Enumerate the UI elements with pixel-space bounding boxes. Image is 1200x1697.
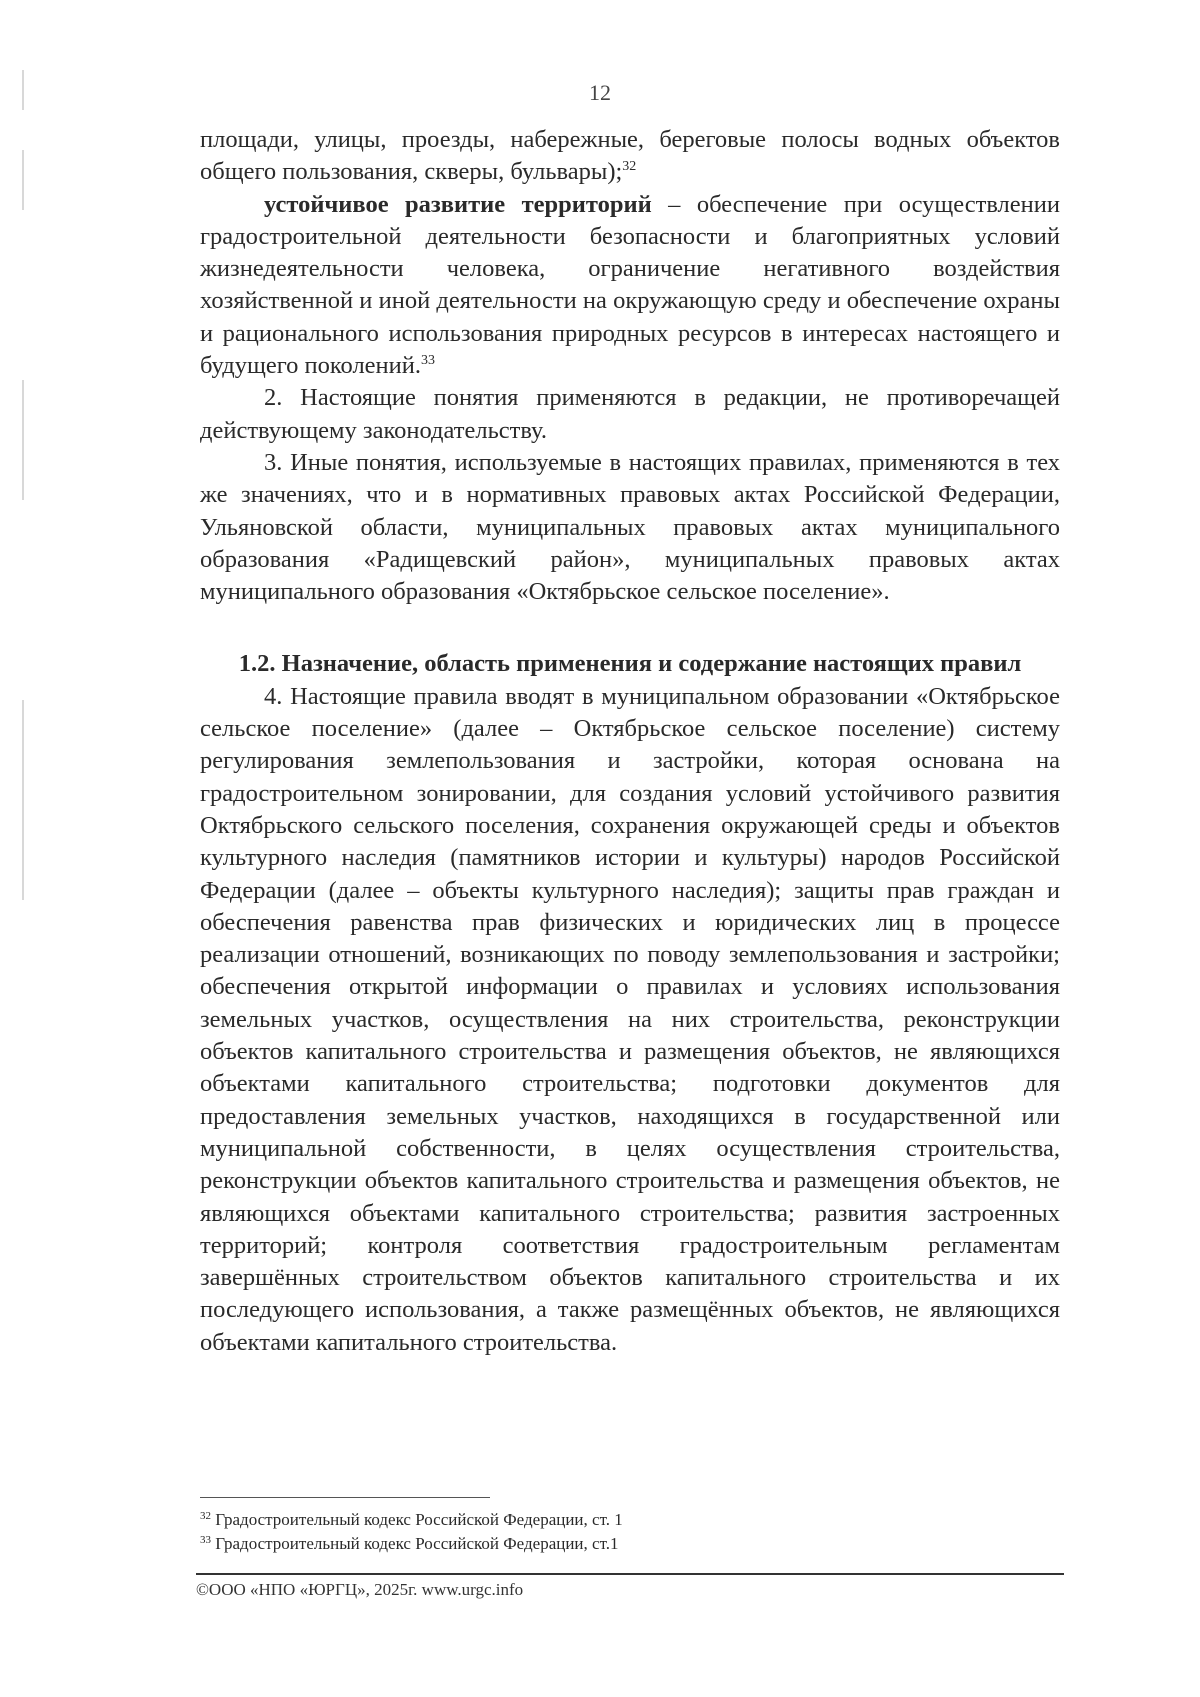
definition-text: – обеспечение при осуществлении градостроительной деятельности безопасности и благоприятных условий жизнедеятельности человека, ограничение негативного воздействия хозяйственной и иной деятельности на окружающую среду и обеспечение охраны и рационального использования природных ресурсов в интересах настоящего и будущего поколений. bbox=[200, 190, 1060, 380]
paragraph-definition bbox=[200, 189, 1060, 383]
footnotes bbox=[200, 1508, 1000, 1556]
footer-divider bbox=[196, 1573, 1064, 1575]
paragraph-2: 2. Настоящие понятия применяются в редакции, не противоречащей действующему законодательству. bbox=[200, 384, 1060, 444]
footnote-ref[interactable]: 32 bbox=[622, 159, 637, 175]
paragraph-4: 4. Настоящие правила вводят в муниципальном образовании «Октябрьское сельское поселение» (далее – Октябрьское сельское поселение) систему регулирования землепользования и застройки, которая основана на градостроительном зонировании, для создания условий устойчивого развития Октябрьского сельского поселения, сохранения окружающей среды и объектов культурного наследия (памятников истории и культуры) народов Российской Федерации (далее – объекты культурного наследия); защиты прав граждан и обеспечения равенства прав физических и юридических лиц в процессе реализации отношений, возникающих по поводу землепользования и застройки; обеспечения открытой информации о правилах и условиях использования земельных участков, осуществления на них строительства, реконструкции объектов капитального строительства и размещения объектов, не являющихся объектами капитального строительства; подготовки документов для предоставления земельных участков, находящихся в государственной или муниципальной собственности, в целях осуществления строительства, реконструкции объектов капитального строительства и размещения объектов, не являющихся объектами капитального строительства; развития застроенных территорий; контроля соответствия градостроительным регламентам завершённых строительством объектов капитального строительства и их последующего использования, а также размещённых объектов, не являющихся объектами капитального строительства. bbox=[200, 682, 1060, 1356]
footnote-mark: 33 bbox=[200, 1534, 211, 1546]
footer-copyright: ©ООО «НПО «ЮРГЦ», 2025г. www.urgc.info bbox=[196, 1580, 524, 1599]
footnote-text: Градостроительный кодекс Российской Федерации, ст. 1 bbox=[211, 1510, 623, 1529]
scan-edge-mark bbox=[22, 700, 24, 900]
footnote-item bbox=[200, 1532, 1000, 1556]
footnote-ref[interactable]: 33 bbox=[421, 353, 436, 369]
scan-edge-mark bbox=[22, 150, 24, 210]
footnote-mark: 32 bbox=[200, 1510, 211, 1522]
section-heading: 1.2. Назначение, область применения и содержание настоящих правил bbox=[238, 650, 1022, 678]
paragraph-continuation bbox=[200, 124, 1060, 189]
scan-edge-mark bbox=[22, 380, 24, 500]
paragraph-text: площади, улицы, проезды, набережные, береговые полосы водных объектов общего пользования, скверы, бульвары); bbox=[200, 126, 1060, 186]
footnote-divider bbox=[200, 1497, 490, 1498]
footnote-text: Градостроительный кодекс Российской Федерации, ст.1 bbox=[211, 1534, 619, 1553]
document-body bbox=[200, 124, 1060, 1359]
paragraph-3: 3. Иные понятия, используемые в настоящих правилах, применяются в тех же значениях, что и в нормативных правовых актах Российской Федерации, Ульяновской области, муниципальных правовых актах муниципального образования «Радищевский район», муниципальных правовых актах муниципального образования «Октябрьское сельское поселение». bbox=[200, 448, 1060, 606]
defined-term: устойчивое развитие территорий bbox=[264, 190, 652, 218]
footnote-item bbox=[200, 1508, 1000, 1532]
page-number: 12 bbox=[589, 80, 611, 105]
